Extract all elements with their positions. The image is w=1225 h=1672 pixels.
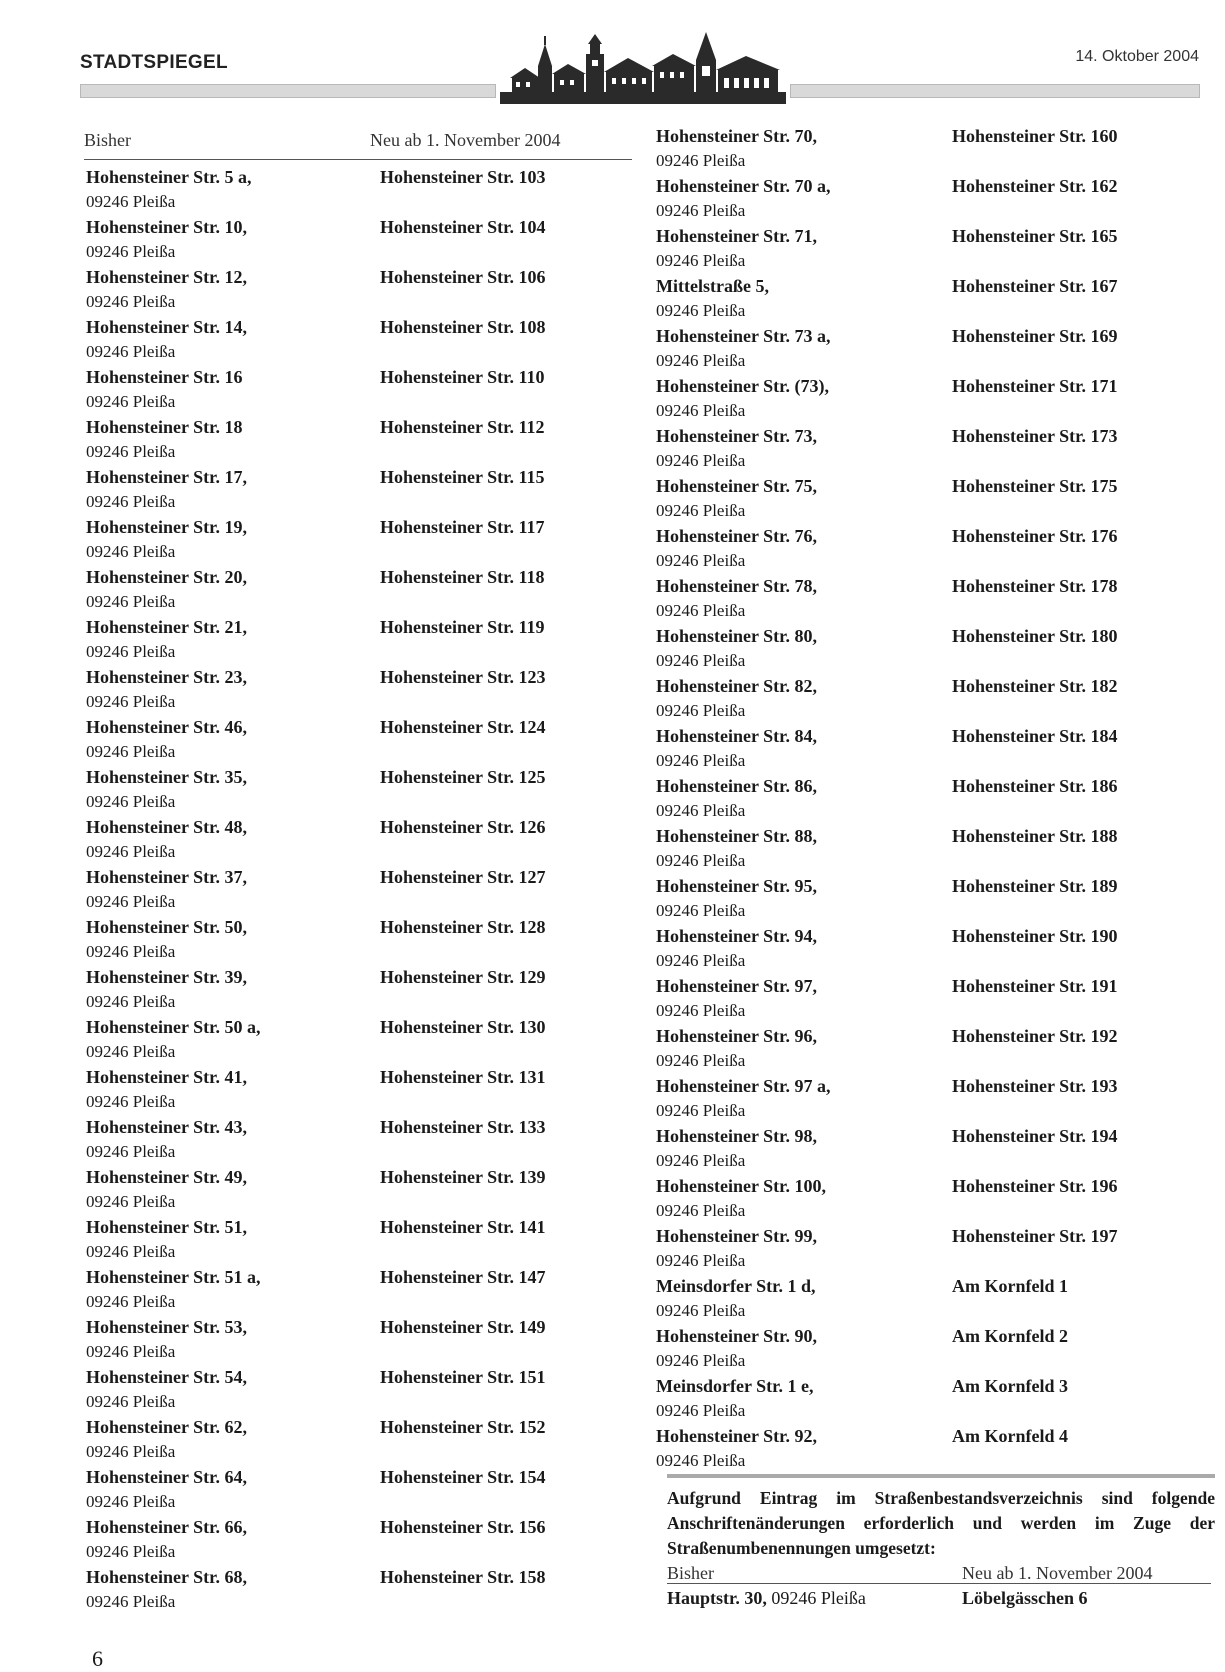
new-street: Hohensteiner Str. 193 [952,1076,1118,1096]
old-street: Hohensteiner Str. 41, [86,1067,248,1087]
old-city: 09246 Pleißa [656,751,746,770]
old-street: Hohensteiner Str. 17, [86,467,248,487]
new-street: Hohensteiner Str. 130 [380,1017,546,1037]
address-row [86,217,626,267]
old-street: Hohensteiner Str. 21, [86,617,248,637]
new-street: Hohensteiner Str. 194 [952,1126,1118,1146]
new-street: Hohensteiner Str. 192 [952,1026,1118,1046]
old-city: 09246 Pleißa [656,1301,746,1320]
old-street: Hohensteiner Str. 64, [86,1467,248,1487]
notice-old-address [667,1588,866,1609]
new-street: Hohensteiner Str. 139 [380,1167,546,1187]
old-city: 09246 Pleißa [86,542,176,561]
old-city: 09246 Pleißa [86,892,176,911]
notice-divider [667,1474,1215,1478]
address-row [86,817,626,867]
old-street: Hohensteiner Str. 94, [656,926,818,946]
address-row [656,676,1216,726]
old-street: Hohensteiner Str. 82, [656,676,818,696]
new-street: Hohensteiner Str. 182 [952,676,1118,696]
old-street: Hohensteiner Str. 35, [86,767,248,787]
old-city: 09246 Pleißa [656,1001,746,1020]
address-row [656,276,1216,326]
address-row [86,167,626,217]
old-city: 09246 Pleißa [86,1142,176,1161]
address-row [86,1517,626,1567]
old-street: Hohensteiner Str. 12, [86,267,248,287]
old-city: 09246 Pleißa [656,701,746,720]
old-city: 09246 Pleißa [656,951,746,970]
old-street: Hohensteiner Str. 50, [86,917,248,937]
new-street: Hohensteiner Str. 176 [952,526,1118,546]
old-city: 09246 Pleißa [656,851,746,870]
address-row [86,1317,626,1367]
old-city: 09246 Pleißa [656,801,746,820]
new-street: Hohensteiner Str. 186 [952,776,1118,796]
new-street: Hohensteiner Str. 149 [380,1317,546,1337]
address-row [656,926,1216,976]
new-street: Hohensteiner Str. 156 [380,1517,546,1537]
new-street: Hohensteiner Str. 123 [380,667,546,687]
notice-text: Aufgrund Eintrag im Straßenbestandsverzeichnis sind folgende Anschriftenänderungen erforderlich und werden im Zuge der Straßenumbenennungen umgesetzt: [667,1488,1215,1558]
new-street: Hohensteiner Str. 118 [380,567,545,587]
address-row [656,1376,1216,1426]
old-street: Hohensteiner Str. 51, [86,1217,248,1237]
old-street: Hohensteiner Str. 23, [86,667,248,687]
old-city: 09246 Pleißa [656,551,746,570]
old-city: 09246 Pleißa [86,1292,176,1311]
new-street: Hohensteiner Str. 126 [380,817,546,837]
address-row [86,1217,626,1267]
old-street: Hohensteiner Str. 43, [86,1117,248,1137]
address-row [86,517,626,567]
old-city: 09246 Pleißa [656,1401,746,1420]
page-number: 6 [92,1646,103,1671]
notice-column-old: Bisher [667,1563,714,1583]
address-row [86,617,626,667]
address-row [656,1176,1216,1226]
address-row [656,776,1216,826]
notice-column-new: Neu ab 1. November 2004 [962,1563,1153,1583]
new-street: Hohensteiner Str. 191 [952,976,1118,996]
new-street: Hohensteiner Str. 108 [380,317,546,337]
old-street: Hohensteiner Str. 51 a, [86,1267,261,1287]
new-street: Hohensteiner Str. 117 [380,517,545,537]
old-city: 09246 Pleißa [86,1592,176,1611]
old-city: 09246 Pleißa [86,842,176,861]
new-street: Hohensteiner Str. 104 [380,217,546,237]
old-city: 09246 Pleißa [656,1051,746,1070]
old-street: Hohensteiner Str. 84, [656,726,818,746]
old-street: Hohensteiner Str. 37, [86,867,248,887]
new-street: Am Kornfeld 4 [952,1426,1068,1446]
old-city: 09246 Pleißa [86,1492,176,1511]
header-bar-right [790,84,1200,98]
old-city: 09246 Pleißa [656,1201,746,1220]
new-street: Hohensteiner Str. 184 [952,726,1118,746]
column-header-old: Bisher [84,130,131,150]
notice-new-address: Löbelgässchen 6 [962,1588,1088,1608]
old-street: Hohensteiner Str. 97, [656,976,818,996]
address-row [656,1076,1216,1126]
address-row [656,826,1216,876]
old-city: 09246 Pleißa [656,351,746,370]
new-street: Hohensteiner Str. 141 [380,1217,546,1237]
header-rule [84,159,632,160]
old-city: 09246 Pleißa [656,251,746,270]
address-row [86,967,626,1017]
old-city: 09246 Pleißa [656,1251,746,1270]
old-street: Hohensteiner Str. 88, [656,826,818,846]
old-street: Hohensteiner Str. 80, [656,626,818,646]
address-row [86,867,626,917]
new-street: Hohensteiner Str. 112 [380,417,545,437]
new-street: Hohensteiner Str. 115 [380,467,545,487]
address-row [656,1276,1216,1326]
new-street: Hohensteiner Str. 171 [952,376,1118,396]
new-street: Hohensteiner Str. 180 [952,626,1118,646]
new-street: Hohensteiner Str. 165 [952,226,1118,246]
old-city: 09246 Pleißa [86,742,176,761]
old-city: 09246 Pleißa [86,642,176,661]
old-street: Hohensteiner Str. 96, [656,1026,818,1046]
old-city: 09246 Pleißa [86,242,176,261]
address-row [86,1467,626,1517]
new-street: Hohensteiner Str. 127 [380,867,546,887]
old-city: 09246 Pleißa [86,592,176,611]
old-street: Hohensteiner Str. 66, [86,1517,248,1537]
address-row [86,667,626,717]
old-city: 09246 Pleißa [656,601,746,620]
old-street: Hohensteiner Str. 98, [656,1126,818,1146]
old-city: 09246 Pleißa [86,1342,176,1361]
address-row [86,767,626,817]
address-list-right [656,126,1216,1476]
notice-rule [667,1583,1211,1584]
old-city: 09246 Pleißa [86,1442,176,1461]
old-street: Hohensteiner Str. 49, [86,1167,248,1187]
new-street: Am Kornfeld 3 [952,1376,1068,1396]
old-city: 09246 Pleißa [86,292,176,311]
old-city: 09246 Pleißa [656,401,746,420]
old-street: Hohensteiner Str. 16 [86,367,243,387]
new-street: Hohensteiner Str. 167 [952,276,1118,296]
address-row [656,226,1216,276]
address-list-left [86,167,626,1617]
old-city: 09246 Pleißa [86,492,176,511]
new-street: Hohensteiner Str. 128 [380,917,546,937]
address-row [656,526,1216,576]
address-row [86,1567,626,1617]
old-city: 09246 Pleißa [656,901,746,920]
old-street: Hohensteiner Str. 70 a, [656,176,831,196]
old-street: Hohensteiner Str. 10, [86,217,248,237]
old-street: Hohensteiner Str. 20, [86,567,248,587]
old-city: 09246 Pleißa [656,451,746,470]
address-row [86,1067,626,1117]
old-street: Hohensteiner Str. 75, [656,476,818,496]
address-row [656,976,1216,1026]
old-city: 09246 Pleißa [86,342,176,361]
new-street: Hohensteiner Str. 133 [380,1117,546,1137]
address-row [86,317,626,367]
old-street: Hohensteiner Str. 5 a, [86,167,252,187]
address-row [656,1426,1216,1476]
new-street: Hohensteiner Str. 158 [380,1567,546,1587]
old-city: 09246 Pleißa [86,1542,176,1561]
old-city: 09246 Pleißa [656,1451,746,1470]
address-row [656,1126,1216,1176]
old-street: Hohensteiner Str. 53, [86,1317,248,1337]
old-street: Hohensteiner Str. 46, [86,717,248,737]
old-street: Meinsdorfer Str. 1 e, [656,1376,814,1396]
new-street: Hohensteiner Str. 160 [952,126,1118,146]
address-row [656,476,1216,526]
old-street: Hohensteiner Str. 76, [656,526,818,546]
address-row [86,1167,626,1217]
old-street: Hohensteiner Str. 99, [656,1226,818,1246]
address-row [656,876,1216,926]
new-street: Hohensteiner Str. 175 [952,476,1118,496]
old-city: 09246 Pleißa [656,1151,746,1170]
old-city: 09246 Pleißa [86,1242,176,1261]
address-row [86,567,626,617]
address-row [86,917,626,967]
address-row [656,326,1216,376]
address-row [86,367,626,417]
new-street: Hohensteiner Str. 110 [380,367,545,387]
new-street: Hohensteiner Str. 103 [380,167,546,187]
old-street: Hohensteiner Str. 54, [86,1367,248,1387]
old-city: 09246 Pleißa [86,792,176,811]
address-row [86,417,626,467]
old-city: 09246 Pleißa [86,692,176,711]
old-street: Hohensteiner Str. 73 a, [656,326,831,346]
address-row [656,1226,1216,1276]
address-row [656,626,1216,676]
old-street: Mittelstraße 5, [656,276,769,296]
old-street: Hohensteiner Str. 50 a, [86,1017,261,1037]
new-street: Hohensteiner Str. 173 [952,426,1118,446]
new-street: Hohensteiner Str. 162 [952,176,1118,196]
new-street: Hohensteiner Str. 197 [952,1226,1118,1246]
new-street: Hohensteiner Str. 124 [380,717,546,737]
notice-old-street: Hauptstr. 30, [667,1588,767,1608]
old-street: Meinsdorfer Str. 1 d, [656,1276,816,1296]
notice-old-city: 09246 Pleißa [771,1588,866,1608]
address-row [86,1267,626,1317]
new-street: Hohensteiner Str. 188 [952,826,1118,846]
address-row [86,467,626,517]
new-street: Hohensteiner Str. 169 [952,326,1118,346]
address-row [86,1367,626,1417]
address-row [656,726,1216,776]
old-street: Hohensteiner Str. 100, [656,1176,827,1196]
new-street: Hohensteiner Str. 178 [952,576,1118,596]
old-street: Hohensteiner Str. 39, [86,967,248,987]
old-street: Hohensteiner Str. 70, [656,126,818,146]
old-city: 09246 Pleißa [86,1042,176,1061]
publication-title: STADTSPIEGEL [80,52,228,73]
new-street: Hohensteiner Str. 131 [380,1067,546,1087]
old-city: 09246 Pleißa [656,1101,746,1120]
old-street: Hohensteiner Str. 18 [86,417,243,437]
old-street: Hohensteiner Str. 14, [86,317,248,337]
address-row [656,126,1216,176]
address-row [656,576,1216,626]
old-city: 09246 Pleißa [86,1392,176,1411]
town-skyline-logo [500,30,786,104]
old-street: Hohensteiner Str. 97 a, [656,1076,831,1096]
old-street: Hohensteiner Str. 90, [656,1326,818,1346]
old-city: 09246 Pleißa [656,1351,746,1370]
header-bar-left [80,84,496,98]
new-street: Hohensteiner Str. 119 [380,617,545,637]
old-street: Hohensteiner Str. 48, [86,817,248,837]
old-city: 09246 Pleißa [656,501,746,520]
old-street: Hohensteiner Str. 78, [656,576,818,596]
address-row [86,1117,626,1167]
old-city: 09246 Pleißa [656,651,746,670]
old-street: Hohensteiner Str. (73), [656,376,829,396]
new-street: Hohensteiner Str. 125 [380,767,546,787]
old-street: Hohensteiner Str. 86, [656,776,818,796]
new-street: Hohensteiner Str. 196 [952,1176,1118,1196]
old-city: 09246 Pleißa [86,1192,176,1211]
address-row [86,1017,626,1067]
old-city: 09246 Pleißa [656,301,746,320]
old-street: Hohensteiner Str. 62, [86,1417,248,1437]
new-street: Hohensteiner Str. 129 [380,967,546,987]
address-row [656,376,1216,426]
new-street: Hohensteiner Str. 147 [380,1267,546,1287]
address-row [656,426,1216,476]
old-city: 09246 Pleißa [656,201,746,220]
address-row [86,267,626,317]
address-row [656,1326,1216,1376]
old-city: 09246 Pleißa [86,442,176,461]
column-header-new: Neu ab 1. November 2004 [370,130,561,150]
old-city: 09246 Pleißa [656,151,746,170]
new-street: Hohensteiner Str. 190 [952,926,1118,946]
new-street: Hohensteiner Str. 152 [380,1417,546,1437]
new-street: Hohensteiner Str. 106 [380,267,546,287]
address-row [656,1026,1216,1076]
old-city: 09246 Pleißa [86,392,176,411]
new-street: Am Kornfeld 1 [952,1276,1068,1296]
old-city: 09246 Pleißa [86,1092,176,1111]
old-city: 09246 Pleißa [86,942,176,961]
old-street: Hohensteiner Str. 68, [86,1567,248,1587]
old-city: 09246 Pleißa [86,992,176,1011]
new-street: Am Kornfeld 2 [952,1326,1068,1346]
address-row [86,717,626,767]
old-street: Hohensteiner Str. 92, [656,1426,818,1446]
old-street: Hohensteiner Str. 19, [86,517,248,537]
old-street: Hohensteiner Str. 73, [656,426,818,446]
new-street: Hohensteiner Str. 151 [380,1367,546,1387]
issue-date: 14. Oktober 2004 [1075,48,1199,65]
new-street: Hohensteiner Str. 189 [952,876,1118,896]
old-street: Hohensteiner Str. 71, [656,226,818,246]
address-row [86,1417,626,1467]
old-city: 09246 Pleißa [86,192,176,211]
address-row [656,176,1216,226]
old-street: Hohensteiner Str. 95, [656,876,818,896]
new-street: Hohensteiner Str. 154 [380,1467,546,1487]
